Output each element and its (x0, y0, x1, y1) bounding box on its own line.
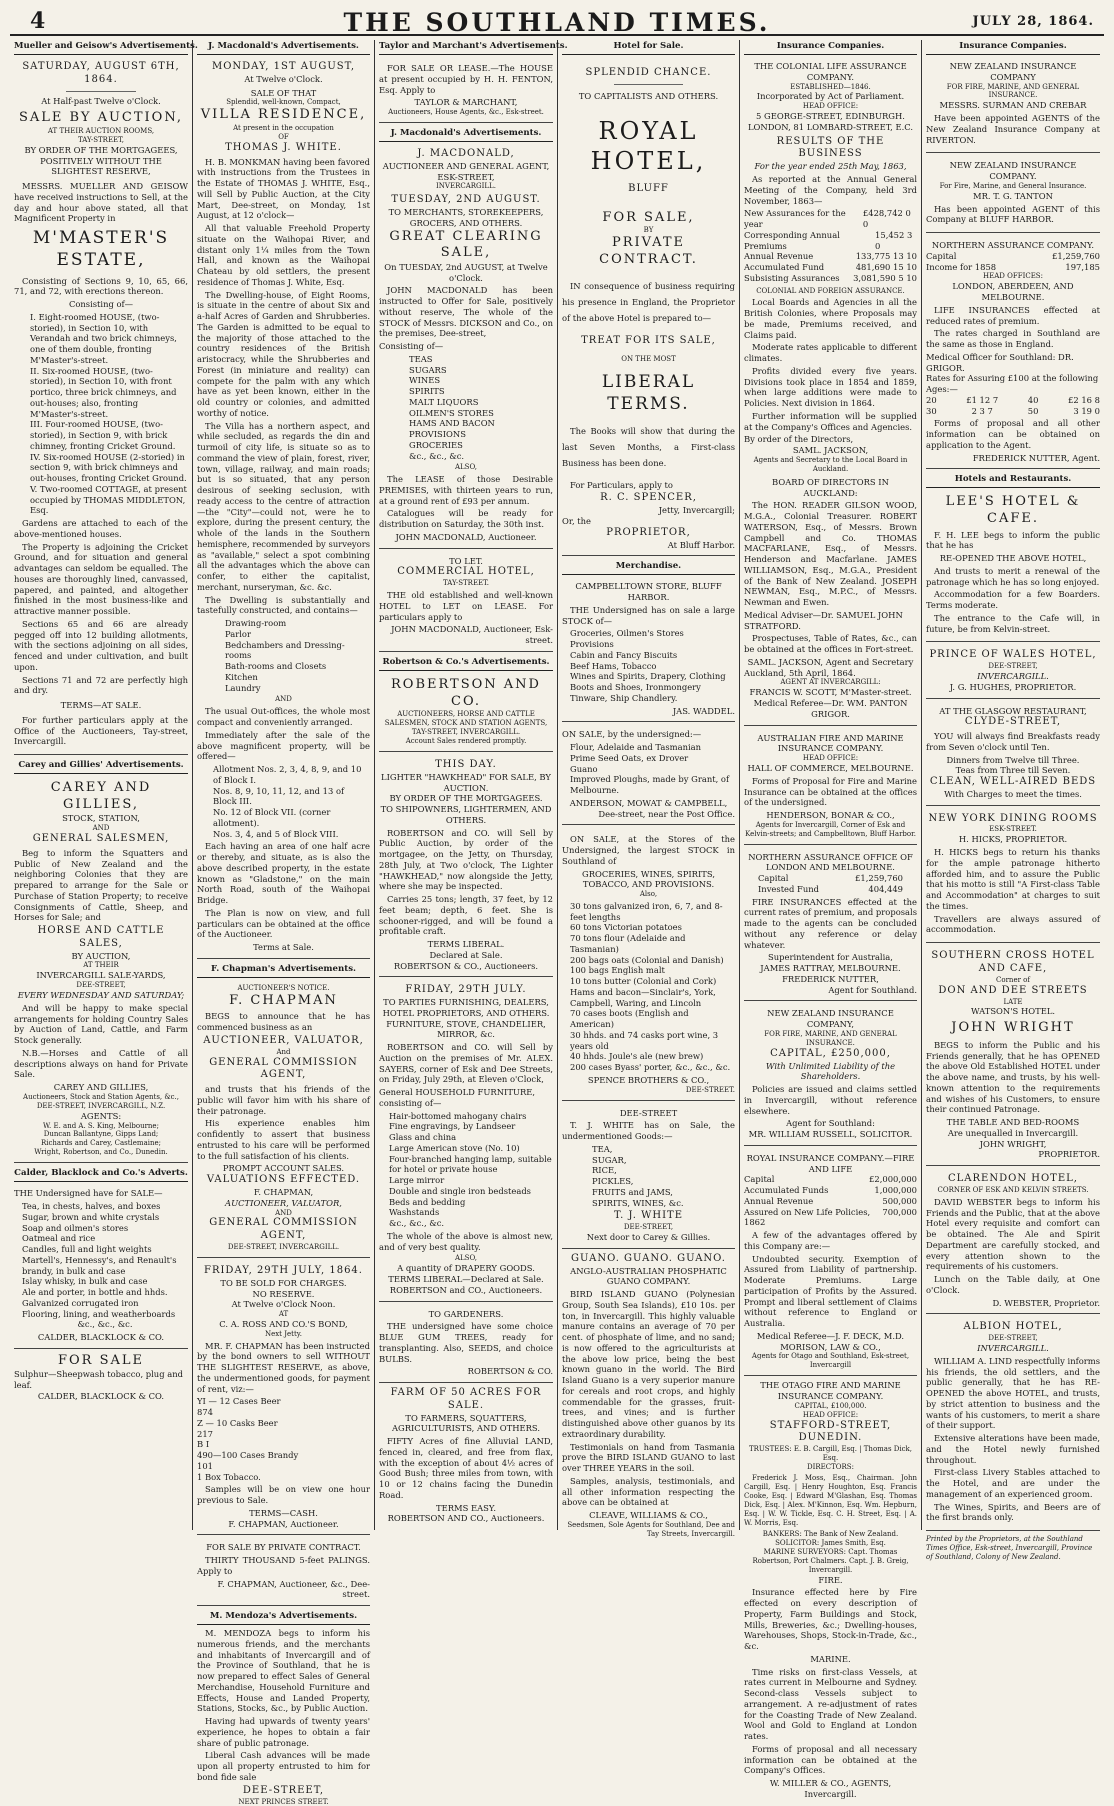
columns (10, 40, 1104, 1806)
column-4 (558, 40, 740, 1538)
palings-ad: FOR SALE BY PRIVATE CONTRACT. THIRTY THOUSAND 5-feet PALINGS. Apply to F. CHAPMAN, Auctioneer, &c., Dee-street. (197, 1539, 370, 1606)
guano-ad: GUANO. GUANO. GUANO. ANGLO-AUSTRALIAN PHOSPHATIC GUANO COMPANY. BIRD ISLAND GUANO (Polynesian Group, South Sea Islands), £10 10s. per ton, in Invercargill. This highly valuable manure contains an average of 70 per cent. of phosphate of lime, and no sand; is now offered to the agriculturists at the above low price, being the best known guano in the world. The Bird Island Guano is a very superior manure for cereals and root crops, and highly commendable for the grasses, fruit-trees, and vines; and is further distinguished above other guanos by its extraordinary durability. Testimonials on hand from Tasmania prove the BIRD ISLAND GUANO to last over THREE YEARS in the soil. Samples, analysis, testimonials, and all other information respecting the above can be obtained at CLEAVE, WILLIAMS & CO., Seedsmen, Sole Agents for Southland, Dee and Tay Streets, Invercargill. (562, 1252, 735, 1538)
issue-date: JULY 28, 1864. (972, 14, 1094, 29)
charges-sale-ad: FRIDAY, 29TH JULY, 1864. TO BE SOLD FOR CHARGES. NO RESERVE. At Twelve o'Clock Noon. AT C. A. ROSS AND CO.'S BOND, Next Jetty. MR. F. CHAPMAN has been instructed by the bond owners to sell WITHOUT THE SLIGHTEST RESERVE, as above, the undermentioned goods, for payment of rent, viz:— YI — 12 Cases Beer 874 Z — 10 Casks Beer 217 B I 490—100 Cases Brandy 101 1 Box Tobacco. Samples will be on view one hour previous to Sale. TERMS—CASH. F. CHAPMAN, Auctioneer. (197, 1262, 370, 1535)
column-subheader: Carey and Gillies' Advertisements. (14, 759, 188, 774)
northern-assurance-ad-2: NORTHERN ASSURANCE COMPANY. Capital £1,259,760 Income for 1858 197,185 HEAD OFFICES: LONDON, ABERDEEN, AND MELBOURNE. LIFE INSURANCES effected at reduced rates of premium. The rates charged in Southland are the same as those in England. Medical Officer for Southland: DR. GRIGOR. Rates for Assuring £100 at the following Ages:— 20 £1 12 7 40 £2 16 8 30 2 3 7 50 3 19 0 Forms of proposal and all other information can be obtained on application to the Agent. FREDERICK NUTTER, Agent. (926, 237, 1100, 469)
column-subheader: M. Mendoza's Advertisements. (197, 1610, 370, 1625)
calder-sulphur-ad: FOR SALE Sulphur—Sheepwash tobacco, plug and leaf. CALDER, BLACKLOCK & CO. (14, 1352, 183, 1401)
tj-white-ad: DEE-STREET T. J. WHITE has on Sale, the undermentioned Goods:— TEA, SUGAR, RICE, PICKLES, FRUITS and JAMS, SPIRITS, WINES, &c. T. J. WHITE DEE-STREET, Next door to Carey & Gillies. (562, 1105, 735, 1249)
colonial-life-ad: THE COLONIAL LIFE ASSURANCE COMPANY. ESTABLISHED—1846. Incorporated by Act of Parliament. HEAD OFFICE: 5 GEORGE-STREET, EDINBURGH. LONDON, 81 LOMBARD-STREET, E.C. RESULTS OF THE BUSINESS For the year ended 25th May, 1863, As reported at the Annual General Meeting of the Company, held 3rd November, 1863— New Assurances for the year £428,742 0 0 Corresponding Annual Premiums 15,452 3 0 Annual Revenue 133,775 13 10 Accumulated Fund 481,690 15 10 Subsisting Assurances 3,081,590 5 10 COLONIAL AND FOREIGN ASSURANCE. Local Boards and Agencies in all the British Colonies, where Proposals may be made, Premiums received, and Claims paid. Moderate rates applicable to different climates. Profits divided every five years. Divisions took place in 1854 and 1859, when large additions were made to Policies. Next division in 1864. Further information will be supplied at the Company's Offices and Agencies. By order of the Directors, SAML. JACKSON, Agents and Secretary to the Local Board in Auckland. BOARD OF DIRECTORS IN AUCKLAND: The HON. READER GILSON WOOD, M.G.A., Colonial Treasurer. ROBERT WATERSON, Esq., of Messrs. Brown Campbell and Co. THOMAS MACFARLANE, Esq., of Messrs. Henderson and Macfarlane. JAMES WILLIAMSON, Esq., M.G.A., President of the Bank of New Zealand. JOSEPH NEWMAN, Esq., M.P.C., of Messrs. Newman and Ewen. Medical Adviser—Dr. SAMUEL JOHN STRATFORD. Prospectuses, Table of Rates, &c., can be obtained at the offices in Fort-street. SAML. JACKSON, Agent and Secretary Auckland, 5th April, 1864. AGENT AT INVERCARGILL: FRANCIS W. SCOTT, M'Master-street. Medical Referee—Dr. WM. PANTON GRIGOR. (744, 58, 917, 726)
robertson-ad: ROBERTSON AND CO. AUCTIONEERS, HORSE AND CATTLE SALESMEN, STOCK AND STATION AGENTS, TAY-STREET, INVERCARGILL. Account Sales rendered promptly. (379, 674, 553, 752)
glasgow-restaurant-ad: AT THE GLASGOW RESTAURANT, CLYDE-STREET, YOU will always find Breakfasts ready from Seven o'clock until Ten. Dinners from Twelve till Three. Teas from Three till Seven. CLEAN, WELL-AIRED BEDS With Charges to meet the times. (926, 703, 1100, 806)
royal-insurance-ad: ROYAL INSURANCE COMPANY.—FIRE AND LIFE Capital £2,000,000 Accumulated Funds 1,000,000 Annual Revenue 500,000 Assured on New Life Policies, 1862 700,000 A few of the advantages offered by this Company are:— Undoubted security. Exemption of Assured from Liability of partnership. Moderate Premiums. Large participation of Profits by the Assured. Prompt and liberal settlement of Claims without reference to England or Australia. Medical Referee—J. F. DECK, M.D. MORISON, LAW & CO., Agents for Otago and Southland, Esk-street, Invercargill (744, 1150, 917, 1376)
printer-imprint: Printed by the Proprietors, at the Southland Times Office, Esk-street, Invercargill, Province of Southland, Colony of New Zealand. (926, 1535, 1093, 1561)
gardeners-ad: TO GARDENERS. THE undersigned have some choice BLUE GUM TREES, ready for transplanting. Also, SEEDS, and choice BULBS. ROBERTSON & CO. (379, 1306, 553, 1384)
lees-hotel-ad: LEE'S HOTEL & CAFE. F. H. LEE begs to inform the public that he has RE-OPENED THE ABOVE HOTEL, And trusts to merit a renewal of the patronage which he has so long enjoyed. Accommodation for a few Boarders. Terms moderate. The entrance to the Cafe will, in future, be from Kelvin-street. (926, 491, 1100, 642)
column-2 (193, 40, 375, 1806)
mueller-geisow-ad: SATURDAY, AUGUST 6TH, 1864. At Half-past Twelve o'Clock. SALE BY AUCTION, AT THEIR AUCTION ROOMS, TAY-STREET, BY ORDER OF THE MORTGAGEES, POSITIVELY WITHOUT THE SLIGHTEST RESERVE, MESSRS. MUELLER AND GEISOW have received instructions to Sell, at the day and hour above stated, all that Magnificent Property in M'MASTER'S ESTATE, Consisting of Sections 9, 10, 65, 66, 71, and 72, with erections thereon. Consisting of— I. Eight-roomed HOUSE, (two-storied), in Section 10, with Verandah and two brick chimneys, one of them double, fronting M'Master's-street. II. Six-roomed HOUSE, (two-storied), in Section 10, with front portico, three brick chimneys, and out-houses; also, fronting M'Master's-street. III. Four-roomed HOUSE, (two-storied), in Section 9, with brick chimney, fronting Cricket Ground. IV. Six-roomed HOUSE (2-storied) in section 9, with brick chimneys and out-houses, fronting Cricket Ground. V. Two-roomed COTTAGE, at present occupied by THOMAS MIDDLETON, Esq. Gardens are attached to each of the above-mentioned houses. The Property is adjoining the Cricket Ground, and for situation and general advantages can seldom be equalled. The houses are thoroughly lined, canvassed, papered, and painted, and altogether finished in the most business-like and attractive manner possible. Sections 65 and 66 are already pegged off into 12 building allotments, with the sections adjoining on all sides, fenced and under cultivation, and built upon. Sections 71 and 72 are perfectly high and dry. TERMS—AT SALE. For further particulars apply at the Office of the Auctioneers, Tay-street, Invercargill. (14, 58, 188, 755)
southern-cross-ad: SOUTHERN CROSS HOTEL AND CAFE, Corner of DON AND DEE STREETS LATE WATSON'S HOTEL. JOHN WRIGHT BEGS to inform the Public and his Friends generally, that he has OPENED the above Old Established HOTEL under the above name, and trusts, by his well-known attention to the requirements and wishes of his Customers, to ensure their continued Patronage. THE TABLE AND BED-ROOMS Are unequalled in Invercargill. JOHN WRIGHT, PROPRIETOR. (926, 947, 1100, 1166)
column-header: Taylor and Marchant's Advertisements. (379, 40, 553, 55)
column-header: Insurance Companies. (744, 40, 917, 55)
nz-insurance-riverton-ad: NEW ZEALAND INSURANCE COMPANY FOR FIRE, MARINE, AND GENERAL INSURANCE. MESSRS. SURMAN AND CREBAR Have been appointed AGENTS of the New Zealand Insurance Company at RIVERTON. (926, 58, 1100, 153)
chapman-ad: AUCTIONEER'S NOTICE. F. CHAPMAN BEGS to announce that he has commenced business as an AUCTIONEER, VALUATOR, And GENERAL COMMISSION AGENT, and trusts that his friends of the public will favor him with his share of their patronage. His experience enables him confidently to assert that business entrusted to his care will be performed to the full satisfaction of his clients. PROMPT ACCOUNT SALES. VALUATIONS EFFECTED. F. CHAPMAN, AUCTIONEER, VALUATOR, AND GENERAL COMMISSION AGENT, DEE-STREET, INVERCARGILL. (197, 981, 370, 1258)
column-subheader: J. Macdonald's Advertisements. (379, 127, 553, 142)
newspaper-title: THE SOUTHLAND TIMES. (343, 8, 771, 37)
furniture-sale-ad: FRIDAY, 29TH JULY. TO PARTIES FURNISHING, DEALERS, HOTEL PROPRIETORS, AND OTHERS. FURNITURE, STOVE, CHANDELIER, MIRROR, &c. ROBERTSON and CO. will Sell by Auction on the premises of Mr. ALEX. SAYERS, corner of Esk and Dee Streets, on Friday, July 29th, at Eleven o'Clock, General HOUSEHOLD FURNITURE, consisting of— Hair-bottomed mahogany chairs Fine engravings, by Landseer Glass and china Large American stove (No. 10) Four-branched hanging lamp, suitable for hotel or private house Large mirror Double and single iron bedsteads Beds and bedding Washstands &c., &c., &c. The whole of the above is almost new, and of very best quality. ALSO, A quantity of DRAPERY GOODS. TERMS LIBERAL—Declared at Sale. ROBERTSON and CO., Auctioneers. (379, 981, 553, 1301)
column-header: Mueller and Geisow's Advertisements. (14, 40, 188, 55)
nz-insurance-bluff-ad: NEW ZEALAND INSURANCE COMPANY. For Fire, Marine, and General Insurance. MR. T. G. TANTON Has been appointed AGENT of this Company at BLUFF HARBOR. (926, 157, 1100, 233)
page-number: 4 (30, 8, 46, 34)
spence-brothers-ad: ON SALE, at the Stores of the Undersigned, the largest STOCK in Southland of GROCERIES, WINES, SPIRITS, TOBACCO, AND PROVISIONS. Also, 30 tons galvanized iron, 6, 7, and 8-feet lengths 60 tons Victorian potatoes 70 tons flour (Adelaide and Tasmanian) 200 bags oats (Colonial and Danish) 100 bags English malt 10 tons butter (Colonial and Cork) Hams and bacon—Sinclair's, York, Campbell, Waring, and Lincoln 70 cases boots (English and American) 30 hhds. and 74 casks port wine, 3 years old 40 hhds. Joule's ale (new brew) 200 cases Byass' porter, &c., &c., &c. SPENCE BROTHERS & CO., DEE-STREET. (562, 829, 735, 1100)
clarendon-hotel-ad: CLARENDON HOTEL, CORNER OF ESK AND KELVIN STREETS. DAVID WEBSTER begs to inform his Friends and the Public, that at the above Hotel every requisite and comfort can be obtained. The Ale and Spirit Department are carefully stocked, and every attention shown to the requirements of his customers. Lunch on the Table daily, at One o'Clock. D. WEBSTER, Proprietor. (926, 1170, 1100, 1314)
column-subheader: Merchandise. (562, 560, 735, 575)
farm-ad: FARM OF 50 ACRES FOR SALE. TO FARMERS, SQUATTERS, AGRICULTURISTS, AND OTHERS. FIFTY Acres of fine Alluvial LAND, fenced in, cleared, and free from flax, with the exception of about 4½ acres of Good Bush; three miles from town, with 10 or 12 chains facing the Dunedin Road. TERMS EASY. ROBERTSON AND CO., Auctioneers. (379, 1387, 553, 1524)
anderson-ad: ON SALE, by the undersigned:— Flour, Adelaide and Tasmanian Prime Seed Oats, ex Drover Guano Improved Ploughs, made by Grant, of Melbourne. ANDERSON, MOWAT & CAMPBELL, Dee-street, near the Post Office. (562, 726, 735, 825)
column-6 (922, 40, 1104, 1561)
column-subheader: Robertson & Co.'s Advertisements. (379, 656, 553, 671)
australian-fire-ad: AUSTRALIAN FIRE AND MARINE INSURANCE COMPANY. HEAD OFFICE: HALL OF COMMERCE, MELBOURNE. Forms of Proposal for Fire and Marine Insurance can be obtained at the offices of the undersigned. HENDERSON, BONAR & CO., Agents for Invercargill, Corner of Esk and Kelvin-streets; and Campbelltown, Bluff Harbor. (744, 730, 917, 845)
prince-of-wales-ad: PRINCE OF WALES HOTEL, DEE-STREET, INVERCARGILL. J. G. HUGHES, PROPRIETOR. (926, 646, 1100, 698)
new-york-dining-ad: NEW YORK DINING ROOMS ESK-STREET. H. HICKS, PROPRIETOR. H. HICKS begs to return his thanks for the ample patronage hitherto afforded him, and to assure the Public that his motto is still "A First-class Table and Accommodation" at charges to suit the times. Travellers are always assured of accommodation. (926, 810, 1100, 944)
taylor-marchant-ad: FOR SALE OR LEASE.—The HOUSE at present occupied by H. H. FENTON, Esq. Apply to TAYLOR & MARCHANT, Auctioneers, House Agents, &c., Esk-street. (379, 58, 553, 123)
villa-auction-ad: MONDAY, 1ST AUGUST, At Twelve o'Clock. SALE OF THAT Splendid, well-known, Compact, VILLA RESIDENCE, At present in the occupation OF THOMAS J. WHITE. H. B. MONKMAN having been favored with instructions from the Trustees in the Estate of THOMAS J. WHITE, Esq., will Sell by Public Auction, at the City Mart, Dee-street, on Monday, 1st August, at 12 o'clock— All that valuable Freehold Property situate on the Waihopai River, and distant only 1¼ miles from the Town Hall, and known as the Waihopai Chateau by old settlers, the present residence of Thomas J. White, Esq. The Dwelling-house, of Eight Rooms, is situate in the centre of about Six and a-half Acres of Garden and Shrubberies. The Garden is admitted to be equal to the majority of those attached to the country residences of the British aristocracy, while the Shrubberies and Forest (in miniature and reality) can compete for the palm with any which have as yet been known, either in the old country or colonies, and admitted worthy of notice. The Villa has a northern aspect, and while secluded, as regards the din and turmoil of city life, is situate so as to command the view of plain, forest, river, town, village, railway, and main roads; but is so situated, that any person desirous of seeking seclusion, with ready access to the centre of attraction—the "City"—could not, were he to explore, during the present century, the whole of the lands in the Southern hemisphere, recommended by surveyors as "available," select a spot combining all the advantages which the above can confer, to either the capitalist, merchant, nurseryman, &c. &c. The Dwelling is substantially and tastefully constructed, and contains— Drawing-room Parlor Bedchambers and Dressing-rooms Bath-rooms and Closets Kitchen Laundry AND The usual Out-offices, the whole most compact and conveniently arranged. Immediately after the sale of the above magnificent property, will be offered— Allotment Nos. 2, 3, 4, 8, 9, and 10 of Block I. Nos. 8, 9, 10, 11, 12, and 13 of Block III. No. 12 of Block VII. (corner allotment). Nos. 3, 4, and 5 of Block VIII. Each having an area of one half acre or thereby, and situate, as is also the above described property, in the estate known as "Gladstone," on the main North Road, south of the Waihopai Bridge. The Plan is now on view, and full particulars can be obtained at the office of the Auctioneer. Terms at Sale. (197, 58, 370, 959)
royal-hotel-title: ROYAL HOTEL, (590, 116, 707, 176)
nz-insurance-ad: NEW ZEALAND INSURANCE COMPANY, FOR FIRE, MARINE, AND GENERAL INSURANCE. CAPITAL, £250,000, With Unlimited Liability of the Shareholders. Policies are issued and claims settled in Invercargill, without reference elsewhere. Agent for Southland: MR. WILLIAM RUSSELL, SOLICITOR. (744, 1005, 917, 1145)
royal-hotel-ad: SPLENDID CHANCE. TO CAPITALISTS AND OTHERS. ROYAL HOTEL, BLUFF FOR SALE, BY PRIVATE CONTRACT. IN consequence of business requiring his presence in England, the Proprietor of the above Hotel is prepared to— TREAT FOR ITS SALE, ON THE MOST LIBERAL TERMS. The Books will show that during the last Seven Months, a First-class Business has been done. For Particulars, apply to R. C. SPENCER, Jetty, Invercargill; Or, the PROPRIETOR, At Bluff Harbor. (562, 58, 735, 556)
column-header: Insurance Companies. (926, 40, 1100, 55)
macdonald-ad: J. MACDONALD, AUCTIONEER AND GENERAL AGENT, ESK-STREET, INVERCARGILL. TUESDAY, 2ND AUGUST. TO MERCHANTS, STOREKEEPERS, GROCERS, AND OTHERS. GREAT CLEARING SALE, On TUESDAY, 2nd AUGUST, at Twelve o'Clock. JOHN MACDONALD has been instructed to Offer for Sale, positively without reserve, The whole of the STOCK of Messrs. DICKSON and Co., on the premises, Dee-street, Consisting of— TEAS SUGARS WINES SPIRITS MALT LIQUORS OILMEN'S STORES HAMS AND BACON PROVISIONS GROCERIES &c., &c., &c. ALSO, The LEASE of those Desirable PREMISES, with thirteen years to run, at a ground rent of £93 per annum. Catalogues will be ready for distribution on Saturday, the 30th inst. JOHN MACDONALD, Auctioneer. (379, 145, 553, 549)
albion-hotel-ad: ALBION HOTEL, DEE-STREET, INVERCARGILL. WILLIAM A. LIND respectfully informs his friends, the old settlers, and the public generally, that he has RE-OPENED the above HOTEL, and trusts, by strict attention to business and the wants of his customers, to merit a share of their support. Extensive alterations have been made, and the Hotel newly furnished throughout. First-class Livery Stables attached to the Hotel, and are under the management of an experienced groom. The Wines, Spirits, and Beers are of the first brands only. (926, 1318, 1100, 1531)
masthead (10, 8, 1104, 36)
campbelltown-store-ad: CAMPBELLTOWN STORE, BLUFF HARBOR. THE Undersigned has on sale a large STOCK of— Groceries, Oilmen's Stores Provisions Cabin and Fancy Biscuits Beef Hams, Tobacco Wines and Spirits, Drapery, Clothing Boots and Shoes, Ironmongery Tinware, Ship Chandlery. JAS. WADDEL. (562, 578, 735, 722)
column-5 (740, 40, 922, 1799)
estate-title: M'MASTER'S ESTATE, (32, 228, 170, 270)
calder-ad: THE Undersigned have for SALE— Tea, in chests, halves, and boxes Sugar, brown and white crystals Soap and oilmen's stores Oatmeal and rice Candles, full and light weights Martell's, Hennessy's, and Renault's brandy, in bulk and case Islay whisky, in bulk and case Ale and porter, in bottle and hhds. Galvanized corrugated iron Flooring, lining, and weatherboards &c., &c., &c. CALDER, BLACKLOCK & CO. (14, 1185, 188, 1349)
column-1 (10, 40, 198, 1530)
column-header: J. Macdonald's Advertisements. (197, 40, 370, 55)
mendoza-ad: M. MENDOZA begs to inform his numerous friends, and the merchants and inhabitants of Invercargill and of the Province of Southland, that he is now prepared to effect Sales of General Merchandise, Household Furniture and Effects, House and Landed Property, Stations, Stocks, &c., by Public Auction. Having had upwards of twenty years' experience, he hopes to obtain a fair share of public patronage. Liberal Cash advances will be made upon all property entrusted to him for bond fide sale DEE-STREET, NEXT PRINCES STREET. (197, 1628, 370, 1806)
column-subheader: F. Chapman's Advertisements. (197, 963, 370, 978)
column-3 (375, 40, 568, 1530)
commercial-hotel-ad: TO LET. COMMERCIAL HOTEL, TAY-STREET. THE old established and well-known HOTEL to LET on LEASE. For particulars apply to JOHN MACDONALD, Auctioneer, Esk-street. (379, 553, 553, 652)
northern-assurance-ad: NORTHERN ASSURANCE OFFICE OF LONDON AND MELBOURNE. Capital £1,259,760 Invested Fund 404,449 FIRE INSURANCES effected at the current rates of premium, and proposals made to the agents can be concluded without any reference or delay whatever. Superintendent for Australia, JAMES RATTRAY, MELBOURNE. FREDERICK NUTTER, Agent for Southland. (744, 849, 917, 1002)
lighter-sale-ad: THIS DAY. LIGHTER "HAWKHEAD" FOR SALE, BY AUCTION. BY ORDER OF THE MORTGAGEES. TO SHIPOWNERS, LIGHTERMEN, AND OTHERS. ROBERTSON and CO. will Sell by Public Auction, by order of the mortgagee, on the Jetty, on Thursday, 28th July, at Two o'clock, The Lighter "HAWKHEAD," now alongside the Jetty, where she may be inspected. Carries 25 tons; length, 37 feet, by 12 feet beam; depth, 6 feet. She is schooner-rigged, and will be found a profitable craft. TERMS LIBERAL. Declared at Sale. ROBERTSON & CO., Auctioneers. (379, 756, 553, 977)
carey-gillies-ad: CAREY AND GILLIES, STOCK, STATION, AND GENERAL SALESMEN, Beg to inform the Squatters and Public of New Zealand and the neighboring Colonies that they are prepared to arrange for the Sale or Purchase of Station Property; to receive Consignments of Cattle, Sheep, and Horses for Sale; and HORSE AND CATTLE SALES, BY AUCTION, AT THEIR INVERCARGILL SALE-YARDS, DEE-STREET, EVERY WEDNESDAY AND SATURDAY; And will be happy to make special arrangements for holding Country Sales by Auction of Land, Cattle, and Farm Stock generally. N.B.—Horses and Cattle of all descriptions always on hand for Private Sale. CAREY AND GILLIES, Auctioneers, Stock and Station Agents, &c., DEE-STREET, INVERCARGILL, N.Z. AGENTS: W. E. and A. S. King, Melbourne; Duncan Ballantyne, Gipps Land; Richards and Carey, Castlemaine; Wright, Robertson, and Co., Dunedin. (14, 777, 188, 1163)
column-subheader: Calder, Blacklock and Co.'s Adverts. (14, 1167, 188, 1182)
column-subheader: Hotels and Restaurants. (926, 473, 1100, 488)
column-header: Hotel for Sale. (562, 40, 735, 55)
otago-fire-ad: THE OTAGO FIRE AND MARINE INSURANCE COMPANY. CAPITAL, £100,000. HEAD OFFICE: STAFFORD-STREET, DUNEDIN. TRUSTEES: E. B. Cargill, Esq. | Thomas Dick, Esq. DIRECTORS: Frederick J. Moss, Esq., Chairman. John Cargill, Esq. | Henry Houghton, Esq. Francis Cooke, Esq. | Edward M'Glashan, Esq. Thomas Dick, Esq. | Alex. M'Kinnon, Esq. Wm. Hepburn, Esq. | W. W. Tickle, Esq. C. H. Street, Esq. | A. W. Morris, Esq. BANKERS: The Bank of New Zealand. SOLICITOR: James Smith, Esq. MARINE SURVEYORS: Capt. Thomas Robertson, Port Chalmers. Capt. J. B. Greig, Invercargill. FIRE. Insurance effected here by Fire effected on every description of Property, Farm Buildings and Stock, Mills, Breweries, &c.; Dwelling-houses, Warehouses, Shops, Stock-in-Trade, &c., &c. MARINE. Time risks on first-class Vessels, at rates current in Melbourne and Sydney. Second-class Vessels subject to arrangement. A re-adjustment of rates for the Coasting Trade of New Zealand. Wool and Gold to England at London rates. Forms of proposal and all necessary information can be obtained at the Company's Offices. W. MILLER & CO., AGENTS, Invercargill. (744, 1380, 917, 1799)
